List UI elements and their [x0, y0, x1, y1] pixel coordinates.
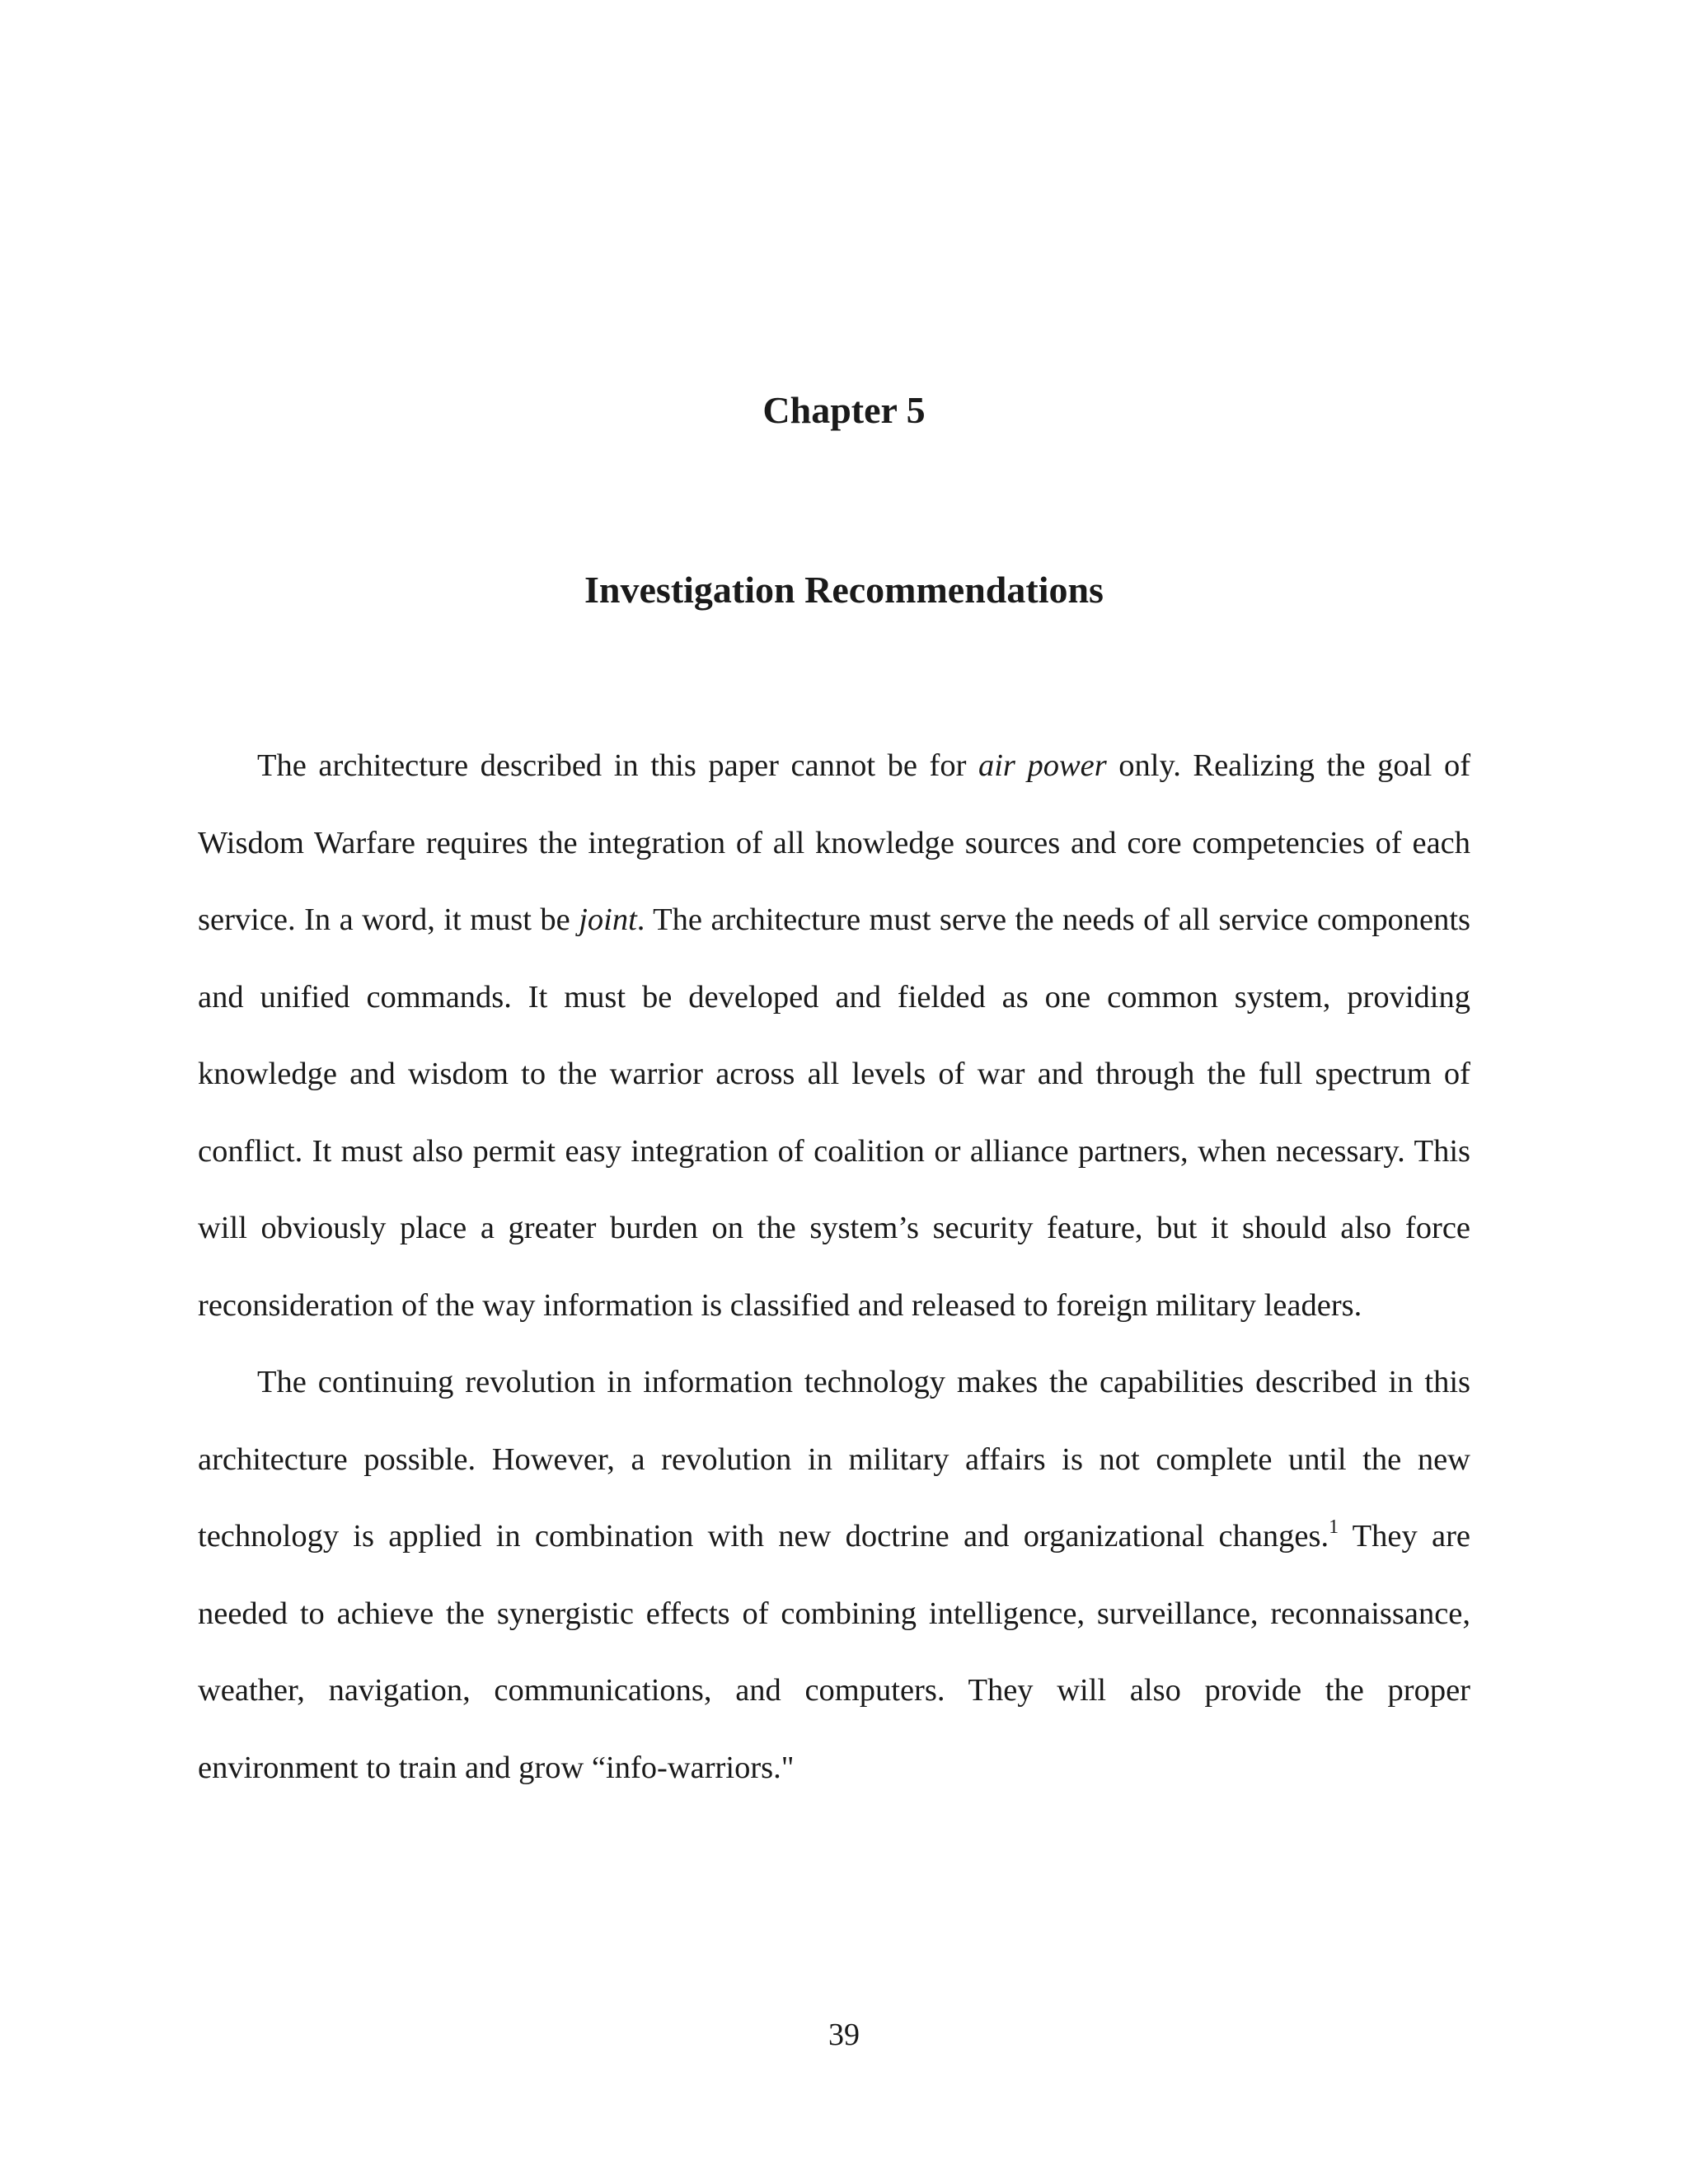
- footnote-reference[interactable]: 1: [1329, 1516, 1339, 1538]
- emphasis-joint: joint: [579, 902, 637, 937]
- paragraph-1-text-c: . The architecture must serve the needs of all service components and unified commands. It must be developed and fielded as one common system, providing knowledge and wisdom to the warrior across all levels of war and through the full spectrum of conflict. It must also permit easy integration of coalition or alliance partners, when necessary. This will obviously place a greater burden on the system’s security feature, but it should also force reconsideration of the way information is classified and released to foreign military leaders.: [198, 902, 1471, 1323]
- paragraph-1-text-b: only. Realizing the goal of Wisdom Warfare requires the integration of all knowledge sources and core competencies of each service. In a word, it must be: [198, 748, 1471, 937]
- emphasis-air-power: air power: [978, 748, 1107, 783]
- paragraph-1-text-a: The architecture described in this paper cannot be for: [257, 748, 978, 783]
- paragraph-2-text-b: They are needed to achieve the synergistic effects of combining intelligence, surveillance, reconnaissance, weather, navigation, communications, and computers. They will also provide the proper environment to train and grow “info-warriors.": [198, 1519, 1470, 1785]
- page-number: 39: [828, 2018, 860, 2052]
- paragraph-2: [198, 1344, 1470, 1807]
- paragraph-2-text-a: The continuing revolution in information technology makes the capabilities described in this architecture possible. However, a revolution in military affairs is not complete until the new technology is applied in combination with new doctrine and organizational changes.: [198, 1365, 1470, 1554]
- chapter-label: Chapter 5: [762, 389, 926, 431]
- chapter-title: Investigation Recommendations: [584, 569, 1104, 611]
- body-text: [198, 728, 1470, 1807]
- paragraph-1: [198, 728, 1470, 1344]
